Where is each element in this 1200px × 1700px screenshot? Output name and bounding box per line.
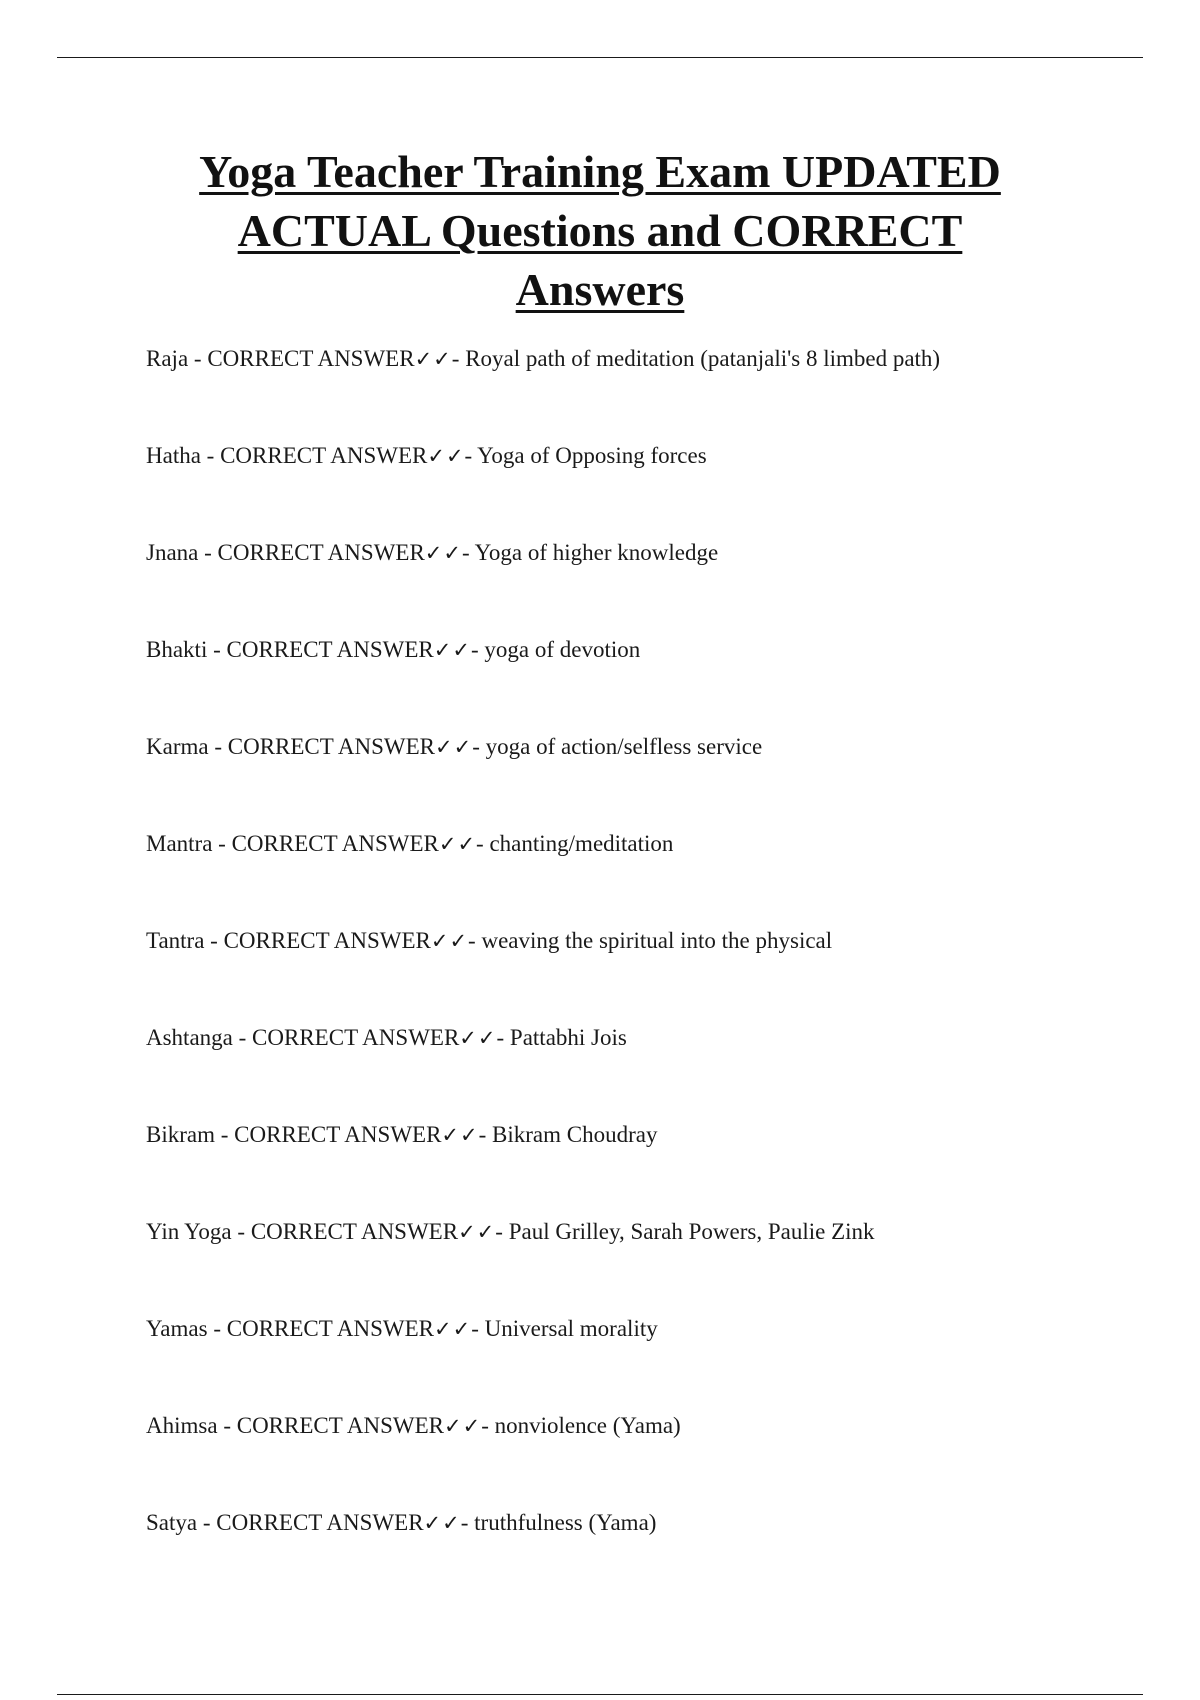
- double-check-icon: ✓✓: [424, 541, 462, 565]
- double-check-icon: ✓✓: [438, 832, 477, 856]
- qa-item: [146, 537, 1146, 634]
- double-check-icon: ✓✓: [435, 735, 473, 759]
- answer-label: CORRECT ANSWER: [216, 1510, 424, 1535]
- qa-separator: -: [208, 734, 228, 759]
- qa-separator: -: [200, 443, 221, 468]
- double-check-icon: ✓✓: [427, 444, 465, 468]
- qa-answer: Pattabhi Jois: [509, 1025, 627, 1050]
- qa-term: Ahimsa: [146, 1413, 218, 1438]
- answer-label: CORRECT ANSWER: [207, 346, 415, 371]
- qa-separator: -: [215, 1122, 235, 1147]
- answer-label: CORRECT ANSWER: [227, 734, 435, 759]
- answer-separator: -: [481, 1413, 495, 1438]
- qa-term: Satya: [146, 1510, 198, 1535]
- qa-item: [146, 1507, 1146, 1604]
- answer-separator: -: [471, 1316, 485, 1341]
- qa-separator: -: [232, 1025, 253, 1050]
- qa-separator: -: [197, 1510, 217, 1535]
- qa-list: [146, 343, 1146, 1604]
- qa-term: Ashtanga: [146, 1025, 233, 1050]
- qa-answer: Universal morality: [484, 1316, 658, 1341]
- qa-answer: Yoga of Opposing forces: [477, 443, 707, 468]
- answer-label: CORRECT ANSWER: [226, 1316, 434, 1341]
- qa-item: [146, 634, 1146, 731]
- answer-separator: -: [470, 637, 485, 662]
- qa-answer: Bikram Choudray: [492, 1122, 658, 1147]
- qa-answer: yoga of devotion: [484, 637, 641, 662]
- qa-term: Mantra: [146, 831, 213, 856]
- qa-answer: Royal path of meditation (patanjali's 8 limbed path): [465, 346, 941, 371]
- qa-answer: nonviolence (Yama): [494, 1413, 681, 1438]
- qa-separator: -: [207, 1316, 227, 1341]
- answer-separator: -: [451, 346, 466, 371]
- top-divider: [57, 57, 1143, 58]
- qa-answer: yoga of action/selfless service: [485, 734, 763, 759]
- qa-term: Jnana: [146, 540, 199, 565]
- qa-item: [146, 343, 1146, 440]
- answer-separator: -: [496, 1025, 510, 1050]
- qa-separator: -: [207, 637, 227, 662]
- answer-label: CORRECT ANSWER: [217, 540, 425, 565]
- qa-term: Bhakti: [146, 637, 208, 662]
- answer-label: CORRECT ANSWER: [226, 637, 434, 662]
- answer-separator: -: [464, 443, 478, 468]
- qa-answer: truthfulness (Yama): [474, 1510, 657, 1535]
- answer-separator: -: [478, 1122, 493, 1147]
- qa-item: [146, 1022, 1146, 1119]
- double-check-icon: ✓✓: [430, 929, 469, 953]
- qa-item: [146, 1216, 1146, 1313]
- qa-term: Tantra: [146, 928, 205, 953]
- qa-separator: -: [212, 831, 232, 856]
- qa-term: Karma: [146, 734, 209, 759]
- page-title: Yoga Teacher Training Exam UPDATED ACTUAL Questions and CORRECT Answers: [199, 146, 1001, 315]
- answer-separator: -: [472, 734, 486, 759]
- answer-label: CORRECT ANSWER: [236, 1413, 444, 1438]
- double-check-icon: ✓✓: [443, 1414, 482, 1438]
- double-check-icon: ✓✓: [458, 1220, 496, 1244]
- qa-item: [146, 1410, 1146, 1507]
- bottom-divider: [57, 1694, 1143, 1695]
- double-check-icon: ✓✓: [441, 1123, 479, 1147]
- double-check-icon: ✓✓: [459, 1026, 497, 1050]
- answer-label: CORRECT ANSWER: [250, 1219, 459, 1244]
- qa-answer: weaving the spiritual into the physical: [481, 928, 833, 953]
- qa-term: Yin Yoga: [146, 1219, 232, 1244]
- answer-label: CORRECT ANSWER: [234, 1122, 442, 1147]
- answer-separator: -: [462, 540, 475, 565]
- answer-label: CORRECT ANSWER: [231, 831, 439, 856]
- qa-item: [146, 1119, 1146, 1216]
- qa-answer: Yoga of higher knowledge: [474, 540, 719, 565]
- answer-separator: -: [476, 831, 490, 856]
- answer-label: CORRECT ANSWER: [252, 1025, 460, 1050]
- qa-item: [146, 828, 1146, 925]
- qa-item: [146, 440, 1146, 537]
- double-check-icon: ✓✓: [414, 347, 452, 371]
- double-check-icon: ✓✓: [423, 1511, 461, 1535]
- answer-label: CORRECT ANSWER: [223, 928, 431, 953]
- qa-separator: -: [188, 346, 208, 371]
- qa-answer: Paul Grilley, Sarah Powers, Paulie Zink: [508, 1219, 875, 1244]
- qa-separator: -: [198, 540, 218, 565]
- qa-answer: chanting/meditation: [489, 831, 674, 856]
- qa-item: [146, 1313, 1146, 1410]
- double-check-icon: ✓✓: [434, 1317, 472, 1341]
- answer-separator: -: [495, 1219, 509, 1244]
- qa-term: Bikram: [146, 1122, 215, 1147]
- qa-item: [146, 925, 1146, 1022]
- qa-separator: -: [231, 1219, 251, 1244]
- qa-separator: -: [217, 1413, 237, 1438]
- qa-item: [146, 731, 1146, 828]
- answer-separator: -: [468, 928, 482, 953]
- answer-separator: -: [460, 1510, 475, 1535]
- qa-separator: -: [204, 928, 224, 953]
- qa-term: Yamas: [146, 1316, 208, 1341]
- answer-label: CORRECT ANSWER: [220, 443, 428, 468]
- double-check-icon: ✓✓: [433, 638, 471, 662]
- qa-term: Raja: [146, 346, 189, 371]
- qa-term: Hatha: [146, 443, 201, 468]
